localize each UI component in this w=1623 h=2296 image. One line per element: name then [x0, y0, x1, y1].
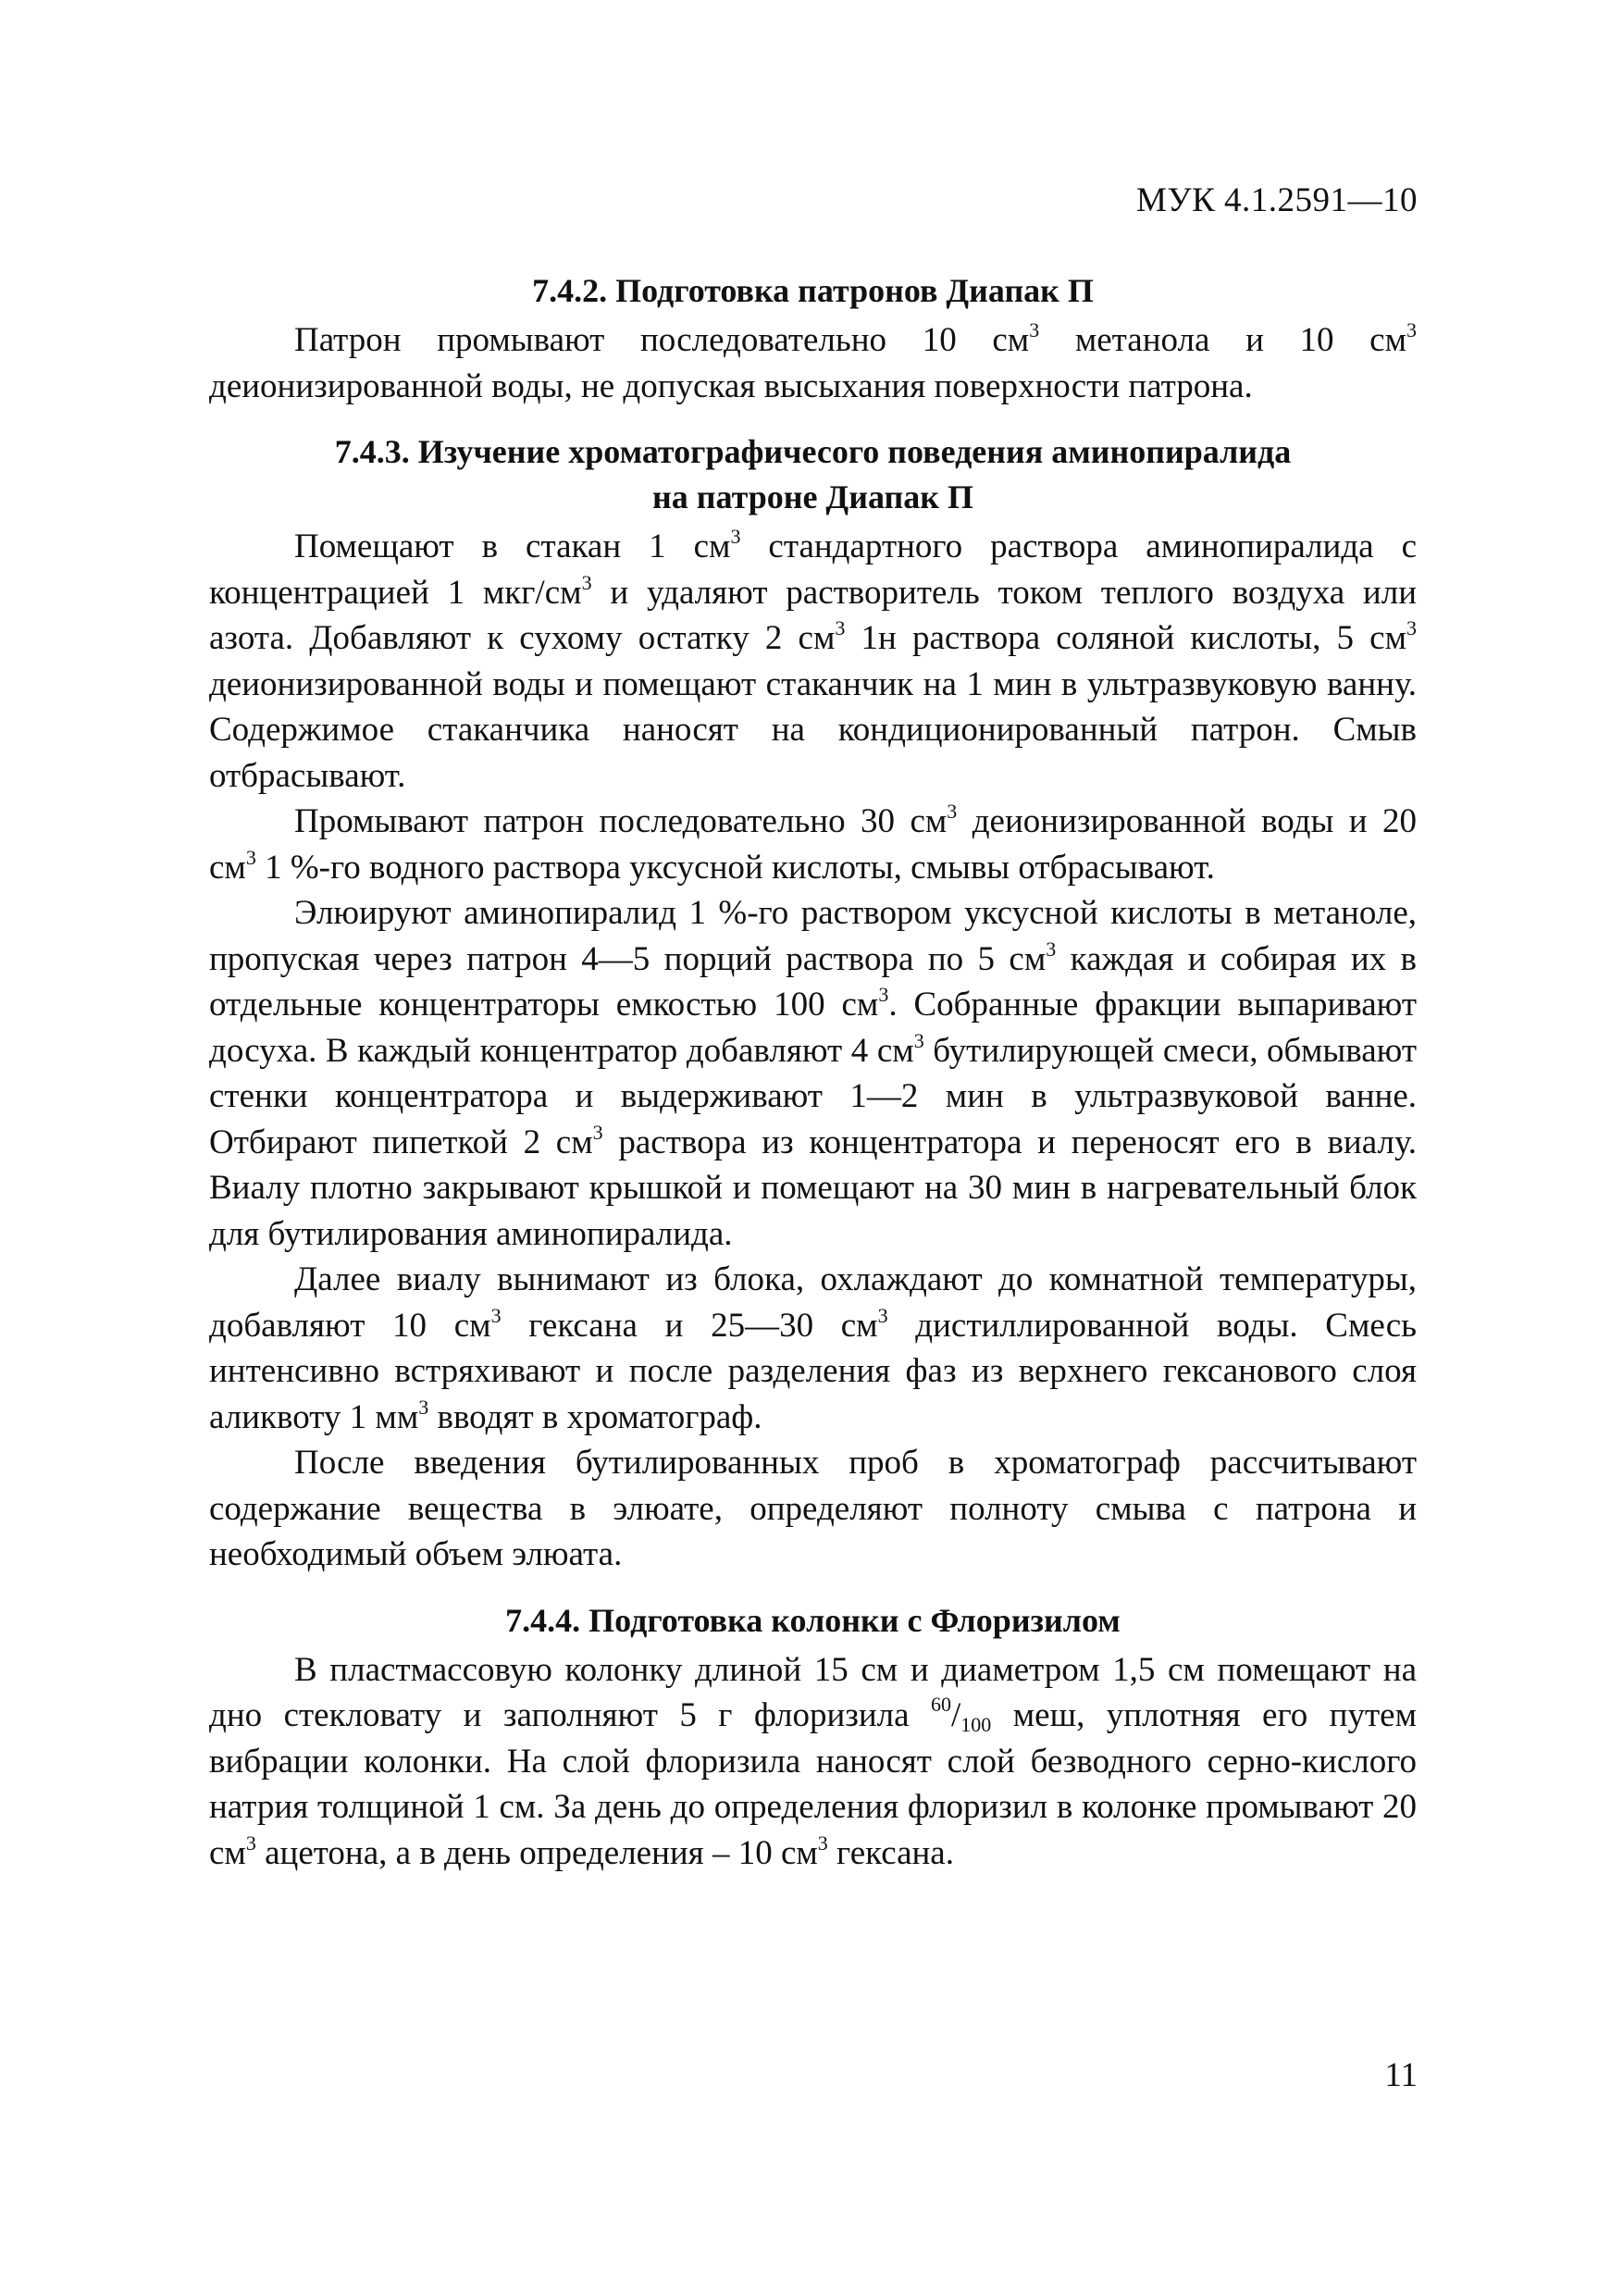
text-run: В пластмассовую колонку длиной 15 см и диаметром 1,5 см помещают на дно стекловату и заполняют 5 г флоризила	[209, 1650, 1417, 1734]
superscript: 3	[913, 1028, 924, 1052]
superscript: 3	[1406, 616, 1418, 639]
text-run: бутилирующей смеси, обмывают стенки концентратора и выдерживают 1—2 мин в ультразвуковой ванне. Отбирают пипеткой 2 см	[209, 1031, 1418, 1161]
superscript: 3	[245, 1831, 256, 1855]
text-run: После введения бутилированных проб в хроматограф рассчитывают содержание вещества в элюате, определяют полноту смыва с патрона и необходимый объем элюата.	[209, 1444, 1417, 1573]
superscript: 3	[878, 983, 889, 1006]
superscript: 3	[1029, 318, 1040, 341]
text-run: деионизированной воды и помещают стаканчик на 1 мин в ультразвуковую ванну. Содержимое стаканчика наносят на кондиционированный патрон. Смыв отбрасывают.	[209, 664, 1417, 795]
heading-line: 7.4.3. Изучение хроматографичесого поведения аминопиралида	[334, 433, 1292, 470]
paragraph	[209, 524, 1417, 799]
text-run: Элюируют аминопиралид 1 %-го раствором уксусной кислоты в метаноле, пропуская через патрон 4—5 порций раствора по 5 см	[209, 894, 1417, 978]
superscript: 3	[245, 845, 256, 869]
superscript: 3	[877, 1303, 888, 1327]
page-number: 11	[1384, 2056, 1418, 2094]
heading-line: на патроне Диапак П	[652, 478, 973, 515]
fraction-slash: /	[951, 1696, 961, 1734]
text-run: деионизированной воды, не допуская высыхания поверхности патрона.	[209, 366, 1253, 405]
text-run: вводят в хроматограф.	[428, 1397, 762, 1436]
text-run: Патрон промывают последовательно 10 см	[294, 321, 1030, 359]
text-run: гексана и 25—30 см	[501, 1306, 878, 1345]
text-run: деионизированной воды и 20 см	[209, 802, 1418, 887]
text-run: стандартного раствора аминопиралида с концентрацией 1 мкг/см	[209, 527, 1417, 612]
document-code: МУК 4.1.2591—10	[1135, 181, 1418, 219]
text-run: 1н раствора соляной кислоты, 5 см	[845, 619, 1407, 657]
text-run: раствора из концентратора и переносят его в виалу. Виалу плотно закрывают крышкой и помещают на 30 мин в нагревательный блок для бутилирования аминопиралида.	[209, 1123, 1417, 1253]
superscript: 3	[817, 1831, 828, 1855]
text-run: 1 %-го водного раствора уксусной кислоты, смывы отбрасывают.	[255, 848, 1215, 887]
superscript: 3	[418, 1395, 429, 1419]
superscript: 3	[730, 525, 741, 548]
paragraph	[209, 1440, 1417, 1578]
text-run: ацетона, а в день определения – 10 см	[255, 1833, 818, 1872]
paragraph	[209, 1257, 1417, 1440]
text-run: гексана.	[827, 1833, 954, 1872]
superscript: 3	[490, 1303, 502, 1327]
mesh-fraction	[931, 1693, 992, 1736]
text-run: Далее виалу вынимают из блока, охлаждают до комнатной температуры, добавляют 10 см	[209, 1260, 1417, 1345]
superscript: 3	[1046, 937, 1057, 961]
superscript: 3	[835, 616, 846, 639]
superscript: 3	[1406, 318, 1417, 341]
section-heading-7-4-2: 7.4.2. Подготовка патронов Диапак П	[532, 272, 1094, 309]
text-run: дистиллированной воды. Смесь интенсивно встряхивают и после разделения фаз из верхнего гексанового слоя аликвоту 1 мм	[209, 1306, 1417, 1436]
text-run: Промывают патрон последовательно 30 см	[294, 802, 948, 840]
text-run: и удаляют растворитель током теплого воздуха или азота. Добавляют к сухому остатку 2 см	[209, 573, 1417, 657]
section-heading-7-4-3	[209, 429, 1417, 520]
text-run: меш, уплотняя его путем вибрации колонки. На слой флоризила наносят слой безводного серно-кислого натрия толщиной 1 см. За день до определения флоризил в колонке промывают 20 см	[209, 1696, 1417, 1872]
text-run: Помещают в стакан 1 см	[294, 527, 731, 565]
text-run: . Собранные фракции выпаривают досуха. В каждый концентратор добавляют 4 см	[209, 986, 1417, 1070]
paragraph	[209, 1647, 1417, 1877]
fraction-denominator: 100	[960, 1713, 992, 1736]
section-heading-7-4-4: 7.4.4. Подготовка колонки с Флоризилом	[505, 1601, 1121, 1639]
page-content	[209, 268, 1417, 1876]
paragraph	[209, 317, 1417, 409]
paragraph	[209, 890, 1417, 1257]
text-run: метанола и 10 см	[1039, 321, 1406, 359]
superscript: 3	[592, 1120, 603, 1144]
superscript: 3	[947, 800, 958, 823]
text-run: каждая и собирая их в отдельные концентраторы емкостью 100 см	[209, 939, 1417, 1024]
fraction-numerator: 60	[931, 1693, 952, 1716]
paragraph	[209, 799, 1417, 890]
superscript: 3	[581, 570, 592, 594]
